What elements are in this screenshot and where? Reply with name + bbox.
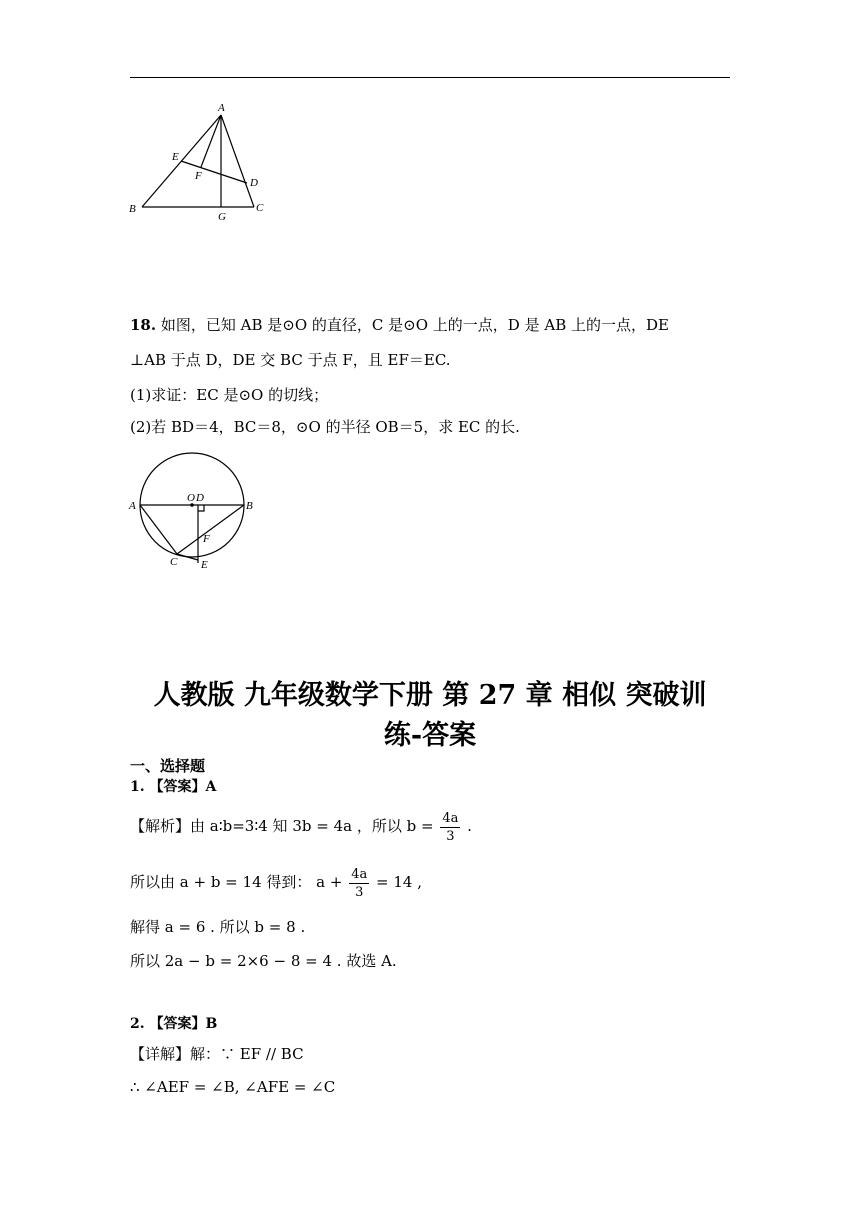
ans2-head: 2. 【答案】B [130, 1016, 218, 1032]
label-C: C [256, 202, 264, 214]
label-D2: D [196, 492, 204, 504]
circle-figure [125, 450, 265, 575]
label-B2: B [246, 500, 253, 512]
ans1-l2-fraction [349, 866, 369, 901]
label-G: G [218, 211, 226, 223]
answer-title-line2: 练-答案 [383, 720, 477, 751]
label-A: A [218, 102, 225, 114]
q18-number: 18. [130, 316, 157, 334]
label-C2: C [170, 556, 178, 568]
section-heading: 一、选择题 [130, 757, 206, 775]
ans1-l1-pre: 【解析】由 a∶b=3∶4 知 3b = 4a ，所以 b = [130, 817, 434, 835]
ans1-line3: 解得 a = 6 . 所以 b = 8 . [130, 918, 306, 936]
label-D: D [250, 177, 258, 189]
ans1-line2 [130, 862, 422, 902]
q18-line1 [130, 315, 669, 335]
ans2-line1: 【详解】解：∵ EF // BC [130, 1045, 304, 1063]
label-E2: E [201, 559, 208, 571]
label-F: F [195, 170, 202, 182]
ans1-l2-pre: 所以由 a + b = 14 得到： a + [130, 873, 343, 891]
ans1-line4: 所以 2a − b = 2×6 − 8 = 4 . 故选 A. [130, 952, 397, 970]
ans1-line1 [130, 806, 472, 846]
ans1-l1-den: 3 [446, 828, 455, 844]
ans1-l2-num: 4a [351, 866, 368, 882]
ans1-l2-post: = 14 , [376, 873, 422, 891]
label-O: O [187, 492, 195, 504]
ans1-l1-fraction [440, 810, 460, 845]
answer-title-line1: 人教版 九年级数学下册 第 27 章 相似 突破训 [153, 680, 707, 711]
q18-text1: 如图，已知 AB 是⊙O 的直径，C 是⊙O 上的一点，D 是 AB 上的一点，DE [160, 316, 669, 334]
label-E: E [172, 151, 179, 163]
ans1-l2-den: 3 [355, 884, 364, 900]
label-F2: F [203, 533, 210, 545]
label-B: B [129, 203, 136, 215]
label-A2: A [129, 500, 136, 512]
q18-part2: (2)若 BD＝4，BC＝8，⊙O 的半径 OB＝5，求 EC 的长. [130, 418, 520, 436]
ans1-head: 1. 【答案】A [130, 779, 217, 795]
header-rule [130, 77, 730, 78]
q18-line2: ⊥AB 于点 D，DE 交 BC 于点 F，且 EF＝EC. [130, 351, 451, 369]
triangle-figure [125, 100, 275, 225]
ans1-l1-post: . [467, 817, 472, 835]
q18-part1: (1)求证：EC 是⊙O 的切线； [130, 386, 329, 404]
ans2-line2: ∴ ∠AEF = ∠B, ∠AFE = ∠C [130, 1078, 336, 1096]
ans1-l1-num: 4a [442, 810, 459, 826]
